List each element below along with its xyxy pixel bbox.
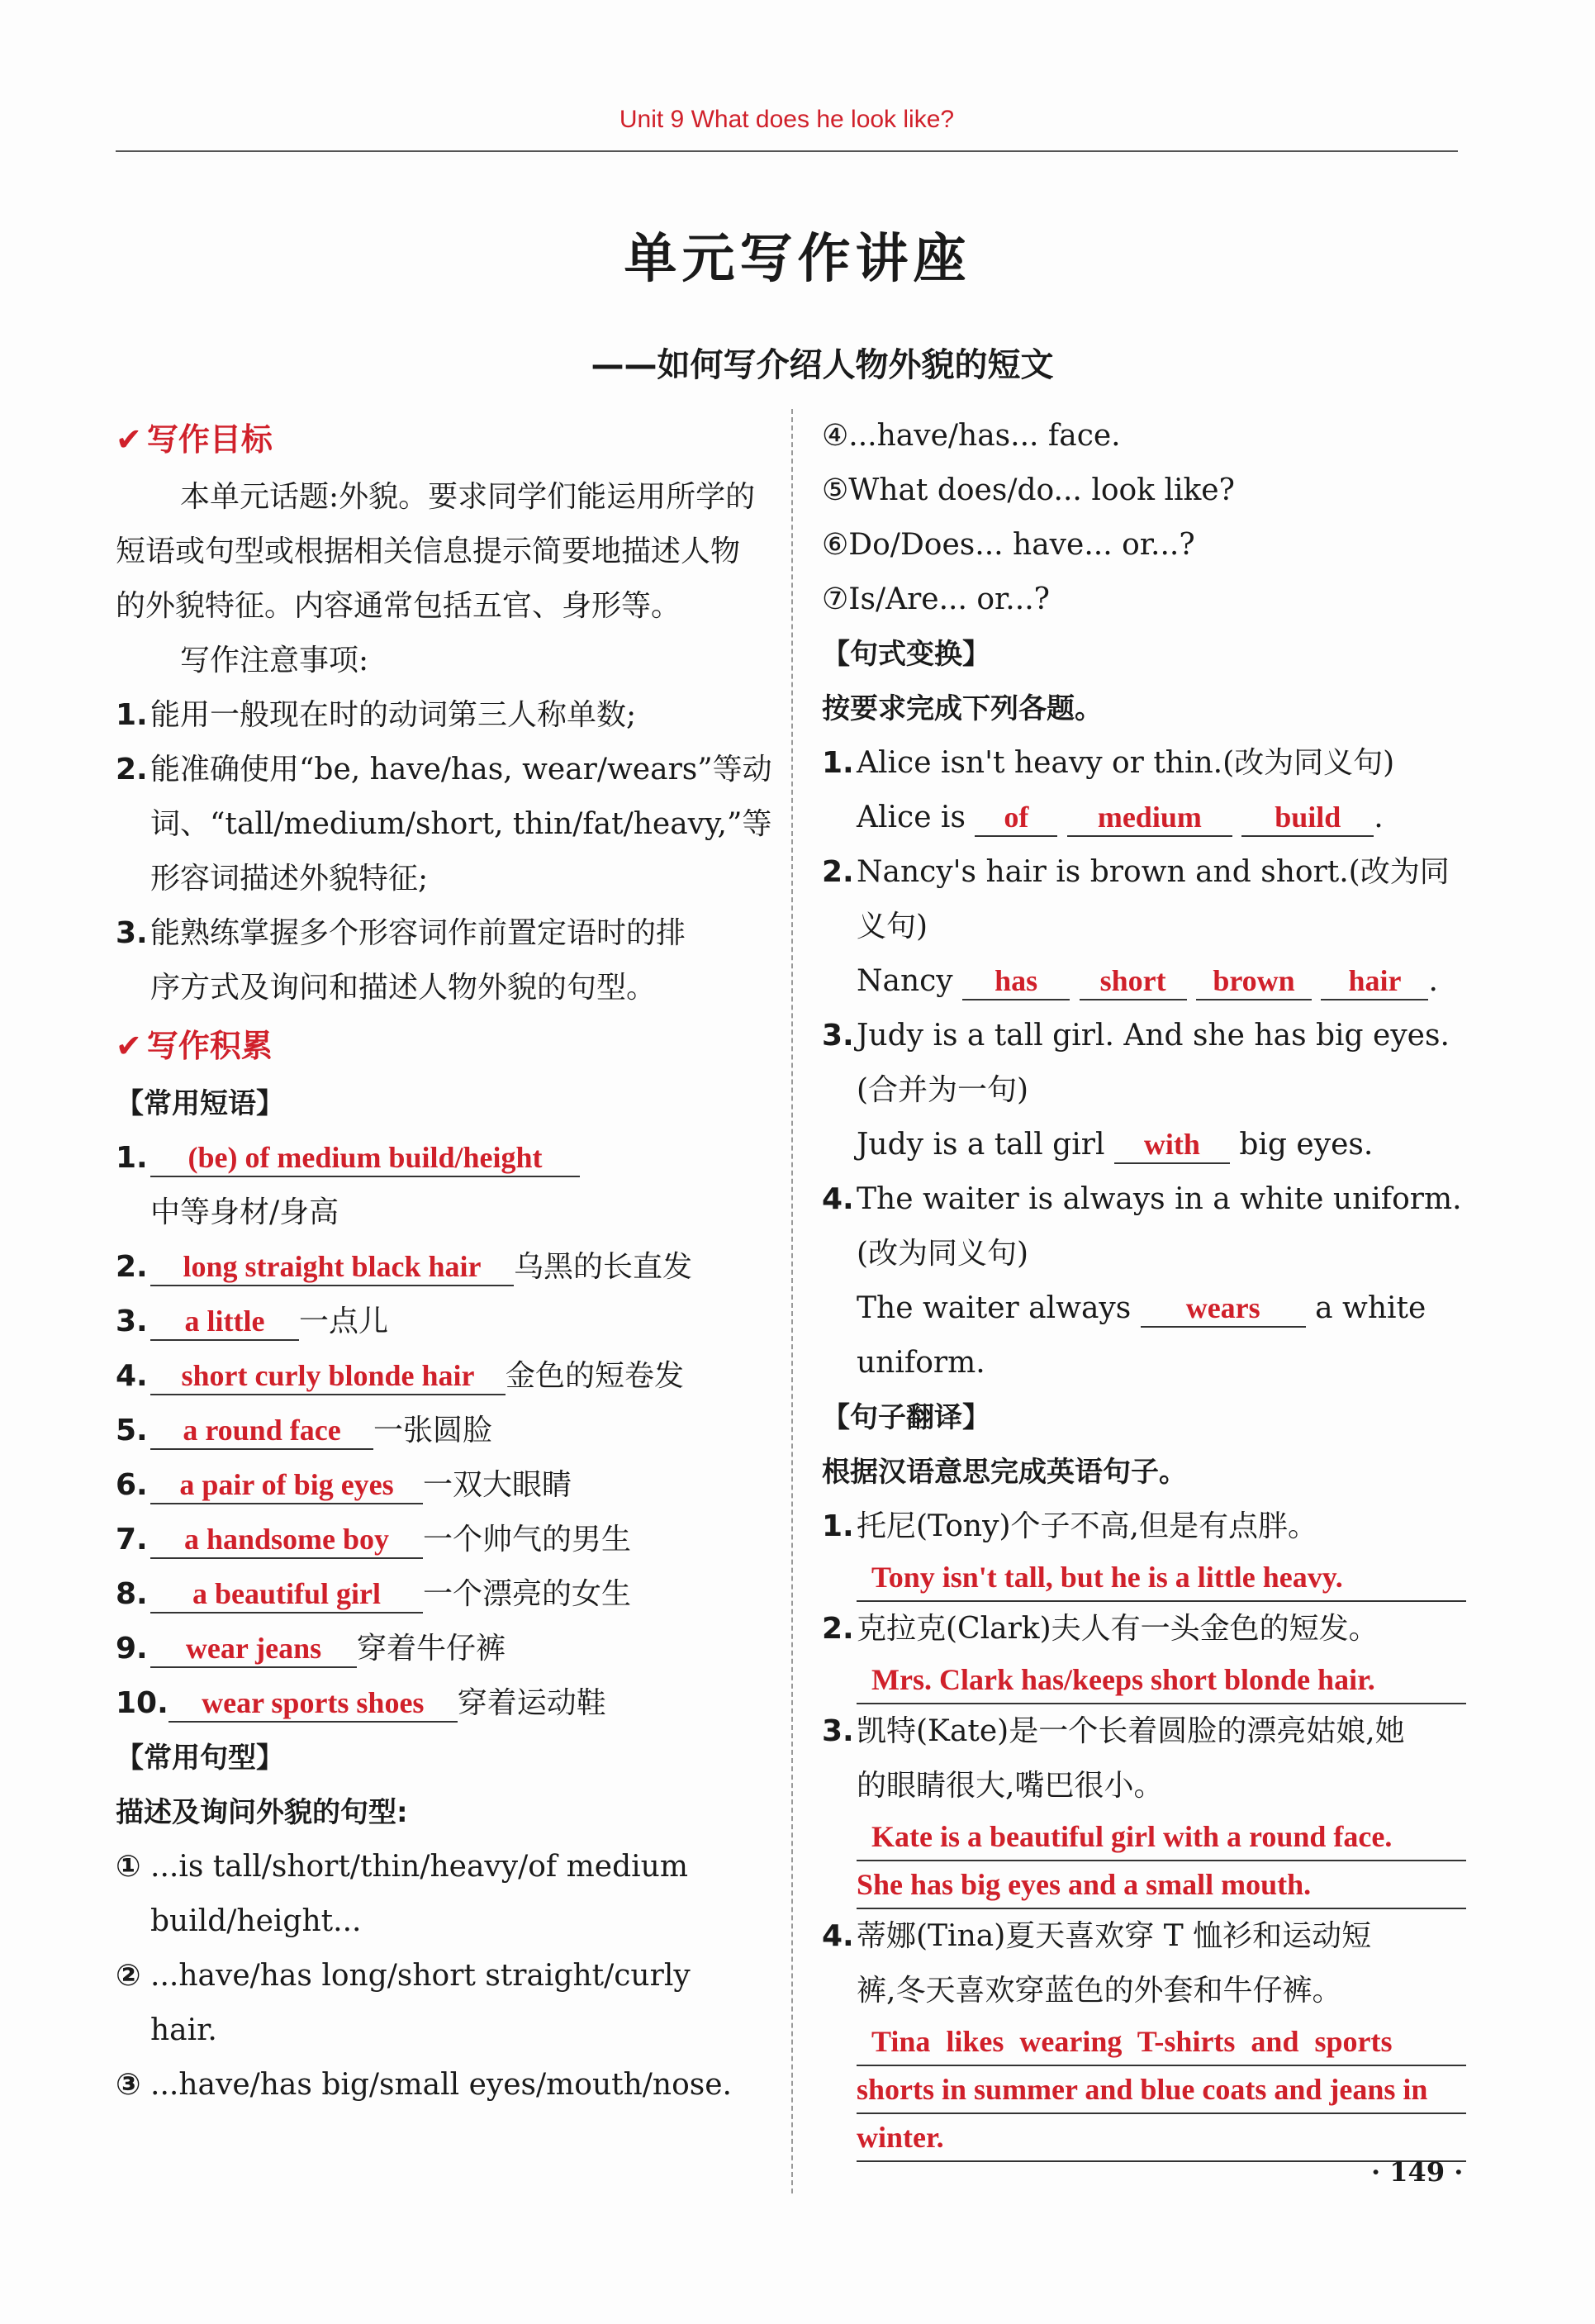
phrase-item: 6. a pair of big eyes 一双大眼睛: [116, 1458, 768, 1513]
translate-question: 2.克拉克(Clark)夫人有一头金色的短发。: [822, 1612, 1379, 1646]
transform-question: 4.The waiter is always in a white uniform.: [822, 1182, 1462, 1216]
transform-answer-cont: uniform.: [857, 1346, 985, 1380]
translate-question: 1.托尼(Tony)个子不高,但是有点胖。: [822, 1509, 1317, 1543]
transform-question-cont: (改为同义句): [857, 1237, 1029, 1271]
translate-answer-cont: She has big eyes and a small mouth.: [857, 1861, 1466, 1909]
transform-question: 1.Alice isn't heavy or thin.(改为同义句): [822, 746, 1395, 780]
transform-question-cont: (合并为一句): [857, 1073, 1029, 1107]
translate-answer-cont: winter.: [857, 2114, 1466, 2162]
goal-heading: ✔ 写作目标: [116, 421, 273, 458]
notes-label: 写作注意事项:: [180, 644, 369, 677]
patterns-intro: 描述及询问外貌的句型:: [116, 1796, 408, 1829]
left-column: [116, 409, 772, 2113]
transform-answer: Alice is of medium build .: [822, 791, 1466, 845]
pattern-item: ③ ...have/has big/small eyes/mouth/nose.: [116, 2068, 733, 2102]
page-title: 单元写作讲座: [624, 229, 971, 290]
page-subtitle: ——如何写介绍人物外貌的短文: [591, 346, 1054, 384]
phrase-item: 2. long straight black hair 乌黑的长直发: [116, 1240, 768, 1295]
transform-intro: 按要求完成下列各题。: [822, 692, 1103, 725]
pattern-item-cont: build/height...: [150, 1904, 362, 1938]
phrase-item: 7. a handsome boy 一个帅气的男生: [116, 1513, 768, 1567]
phrase-item: 8. a beautiful girl 一个漂亮的女生: [116, 1567, 768, 1622]
pattern-item: ① ...is tall/short/thin/heavy/of medium: [116, 1850, 688, 1884]
translate-question-cont: 的眼睛很大,嘴巴很小。: [857, 1769, 1164, 1803]
translate-intro: 根据汉语意思完成英语句子。: [822, 1456, 1187, 1489]
note-item-cont: 序方式及询问和描述人物外貌的句型。: [150, 971, 657, 1005]
header-rule: [116, 150, 1458, 152]
translate-question-cont: 裤,冬天喜欢穿蓝色的外套和牛仔裤。: [857, 1974, 1342, 2008]
transform-answer: Judy is a tall girl with big eyes.: [822, 1118, 1466, 1172]
column-divider: [791, 409, 793, 2193]
transform-question: 2.Nancy's hair is brown and short.(改为同: [822, 855, 1450, 889]
note-item: 1.能用一般现在时的动词第三人称单数;: [116, 698, 637, 732]
note-item-cont: 形容词描述外貌特征;: [150, 862, 429, 896]
pattern-item: ⑦Is/Are... or...?: [822, 582, 1050, 616]
transform-answer: The waiter always wears a white: [822, 1281, 1466, 1336]
accum-heading: ✔ 写作积累: [116, 1028, 273, 1064]
phrase-item: 9. wear jeans 穿着牛仔裤: [116, 1622, 768, 1676]
pattern-item: ⑥Do/Does... have... or...?: [822, 528, 1195, 562]
phrase-item: 4. short curly blonde hair 金色的短卷发: [116, 1349, 768, 1404]
phrase-item: 5. a round face 一张圆脸: [116, 1404, 768, 1458]
transform-question: 3.Judy is a tall girl. And she has big eyes.: [822, 1019, 1450, 1053]
translate-answer: Tina likes wearing T-shirts and sports: [857, 2018, 1466, 2066]
goal-paragraph: 本单元话题:外貌。要求同学们能运用所学的短语或句型或根据相关信息提示简要地描述人物的外貌特征。内容通常包括五官、身形等。: [116, 480, 756, 623]
pattern-item-cont: hair.: [150, 2013, 217, 2047]
pattern-item: ④...have/has... face.: [822, 419, 1121, 453]
page-number: · 149 ·: [1371, 2156, 1464, 2188]
note-item: 3.能熟练掌握多个形容词作前置定语时的排: [116, 916, 686, 950]
note-item-cont: 词、“tall/medium/short, thin/fat/heavy,”等: [150, 807, 772, 841]
phrase-cn: 中等身材/身高: [150, 1195, 339, 1229]
pattern-item: ② ...have/has long/short straight/curly: [116, 1959, 691, 1993]
running-header: Unit 9 What does he look like?: [619, 106, 955, 133]
transform-question-cont: 义句): [857, 910, 928, 943]
phrase-item: 10. wear sports shoes 穿着运动鞋: [116, 1676, 768, 1731]
translate-answer: Kate is a beautiful girl with a round face.: [857, 1813, 1466, 1861]
patterns-label: 【常用句型】: [116, 1742, 284, 1775]
pattern-item: ⑤What does/do... look like?: [822, 473, 1235, 507]
phrases-label: 【常用短语】: [116, 1087, 284, 1120]
translate-question: 3.凯特(Kate)是一个长着圆脸的漂亮姑娘,她: [822, 1714, 1405, 1748]
transform-answer: Nancy has short brown hair .: [822, 954, 1466, 1009]
translate-label: 【句子翻译】: [822, 1401, 990, 1434]
phrase-item: 3. a little 一点儿: [116, 1295, 768, 1349]
translate-question: 4.蒂娜(Tina)夏天喜欢穿 T 恤衫和运动短: [822, 1919, 1372, 1953]
translate-answer: Tony isn't tall, but he is a little heavy.: [857, 1554, 1466, 1602]
phrase-item: 1. (be) of medium build/height: [116, 1131, 768, 1186]
note-item: 2.能准确使用“be, have/has, wear/wears”等动: [116, 753, 772, 787]
translate-answer-cont: shorts in summer and blue coats and jeans in: [857, 2066, 1466, 2114]
check-icon: ✔: [116, 421, 142, 458]
transform-label: 【句式变换】: [822, 638, 990, 671]
right-column: [822, 409, 1466, 2162]
check-icon: ✔: [116, 1028, 142, 1064]
translate-answer: Mrs. Clark has/keeps short blonde hair.: [857, 1656, 1466, 1704]
